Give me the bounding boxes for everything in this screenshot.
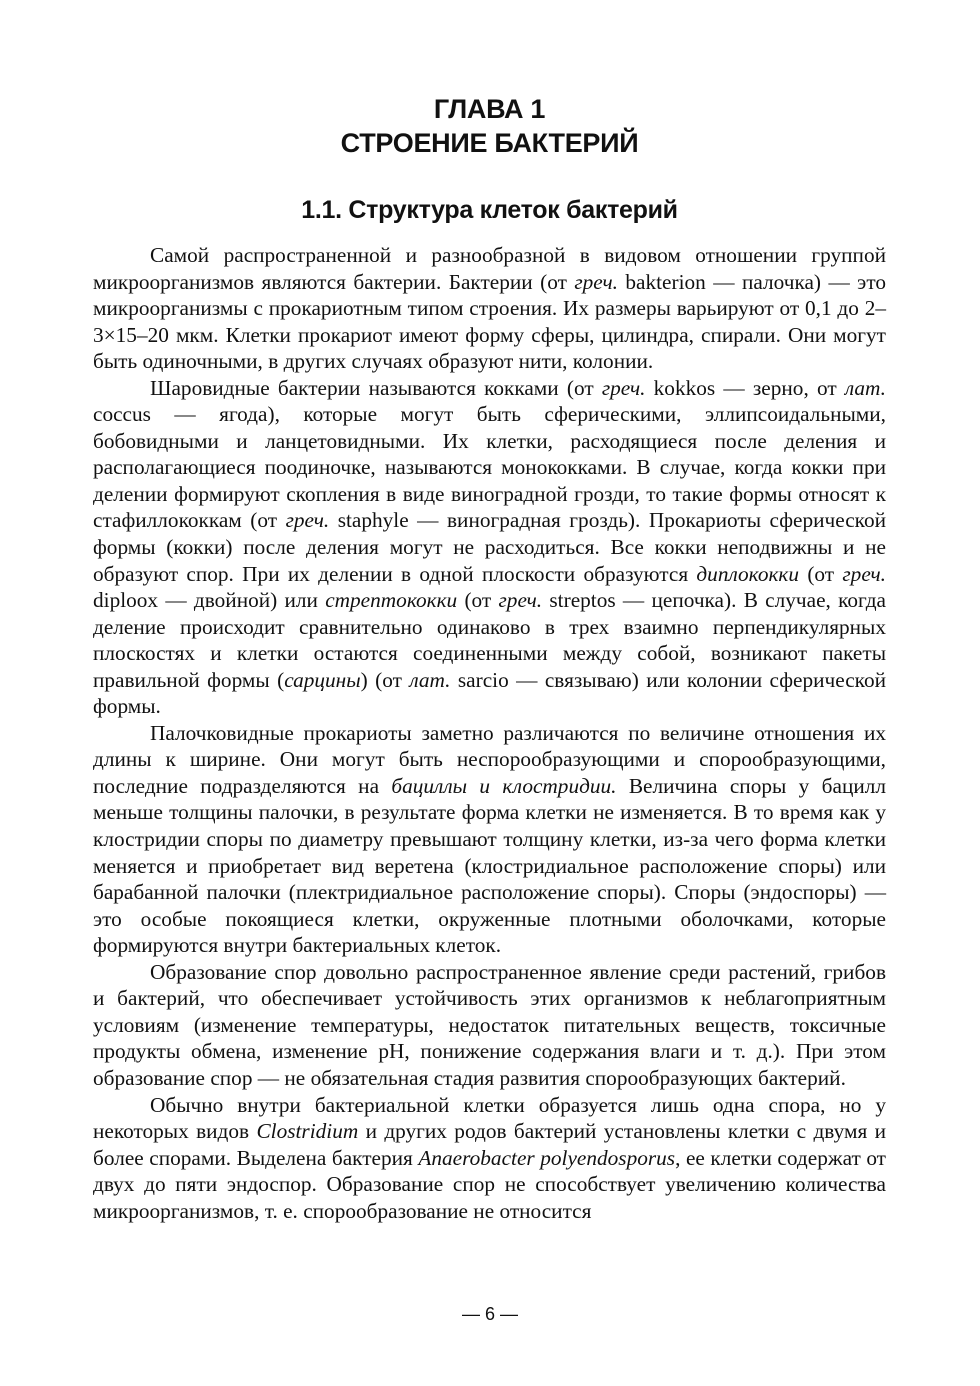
text-run: ) (от bbox=[360, 667, 410, 692]
italic-text: Anaerobacter polyendosporus bbox=[418, 1145, 676, 1170]
section-title: 1.1. Структура клеток бактерий bbox=[301, 196, 678, 224]
text-run: (от bbox=[457, 588, 499, 613]
italic-text: Clostridium bbox=[256, 1119, 359, 1144]
body-text bbox=[93, 242, 886, 1224]
paragraph bbox=[93, 720, 886, 959]
text-run: coccus — ягода), которые могут быть сферическими, эллипсоидальными, бобовидными и ланцетовидными. Их клетки, расходящиеся после деления и располагающиеся поодиночке, называются монококками. В случае, когда кокки при делении формируют скопления в виде виноградной грозди, то такие формы относят к стафиллококкам (от bbox=[93, 402, 886, 533]
italic-text: лат. bbox=[844, 375, 886, 400]
text-run: Палочковидные прокариоты заметно различаются по величине отношения их длины к ширине. Они могут быть неспорообразующими и спорообразующими, последние подразделяются на bbox=[93, 720, 886, 798]
paragraph bbox=[93, 959, 886, 1092]
text-run: staphyle — виноградная гроздь). Прокариоты сферической формы (кокки) после деления могут не расходиться. Все кокки неподвижны и не образуют спор. При их делении в одной плоскости образуются bbox=[93, 508, 886, 586]
text-run: и других родов бактерий установлены клетки с двумя и более спорами. Выделена бактерия bbox=[93, 1119, 886, 1170]
chapter-label: ГЛАВА 1 bbox=[433, 94, 546, 124]
text-run: , ее клетки содержат от двух до пяти эндоспор. Образование спор не способствует увеличению количества микроорганизмов, т. е. спорообразование не относится bbox=[93, 1145, 886, 1223]
italic-text: бациллы и клостридии. bbox=[391, 773, 617, 798]
italic-text: греч. bbox=[285, 508, 330, 533]
page-number: — 6 — bbox=[461, 1304, 518, 1324]
text-run: Шаровидные бактерии называются кокками (от bbox=[150, 375, 602, 400]
italic-text: греч. bbox=[601, 375, 646, 400]
text-run: Самой распространенной и разнообразной в видовом отношении группой микроорганизмов являются бактерии. Бактерии (от bbox=[93, 243, 886, 294]
chapter-heading bbox=[93, 92, 886, 160]
text-run: Величина споры у бацилл меньше толщины палочки, в результате форма клетки не изменяется. В то время как у клостридии споры по диаметру превышают толщину клетки, из-за чего форма клетки меняется и приобретает вид веретена (клостридиальное расположение споры) или барабанной палочки (плектридиальное расположение споры). Споры (эндоспоры) — это особые покоящиеся клетки, окруженные плотными оболочками, которые формируются внутри бактериальных клеток. bbox=[93, 773, 886, 958]
italic-text: диплококки bbox=[696, 561, 800, 586]
text-run: (от bbox=[799, 561, 843, 586]
paragraph bbox=[93, 375, 886, 720]
text-run: diploox — двойной) или bbox=[93, 588, 326, 613]
text-run: Образование спор довольно распространенное явление среди растений, грибов и бактерий, что обеспечивает устойчивость этих организмов к неблагоприятным условиям (изменение температуры, недостаток питательных веществ, токсичные продукты обмена, изменение pH, понижение содержания влаги и т. д.). При этом образование спор — не обязательная стадия развития спорообразующих бактерий. bbox=[93, 959, 886, 1090]
chapter-title: СТРОЕНИЕ БАКТЕРИЙ bbox=[340, 128, 639, 158]
italic-text: греч. bbox=[498, 588, 543, 613]
text-run: sarcio — связываю) или колонии сферической формы. bbox=[93, 667, 886, 719]
italic-text: сарцины bbox=[284, 667, 361, 692]
text-run: streptos — цепочка). В случае, когда деление происходит сравнительно одинаково в трех взаимно перпендикулярных плоскостях и клетки остаются соединенными между собой, возникают пакеты правильной формы ( bbox=[93, 588, 886, 692]
text-run: Обычно внутри бактериальной клетки образуется лишь одна спора, но у некоторых видов bbox=[93, 1092, 886, 1144]
page-content bbox=[93, 92, 886, 1224]
text-run: kokkos — зерно, от bbox=[645, 375, 845, 400]
paragraph bbox=[93, 242, 886, 375]
italic-text: греч. bbox=[574, 269, 618, 294]
italic-text: лат. bbox=[409, 667, 451, 692]
paragraph bbox=[93, 1092, 886, 1225]
text-run: bakterion — палочка) — это микроорганизмы с прокариотным типом строения. Их размеры варьируют от 0,1 до 2–3×15–20 мкм. Клетки прокариот имеют форму сферы, цилиндра, спирали. Они могут быть одиночными, в других случаях образуют нити, колонии. bbox=[93, 269, 886, 374]
italic-text: греч. bbox=[842, 561, 886, 586]
italic-text: стрептококки bbox=[325, 588, 458, 613]
